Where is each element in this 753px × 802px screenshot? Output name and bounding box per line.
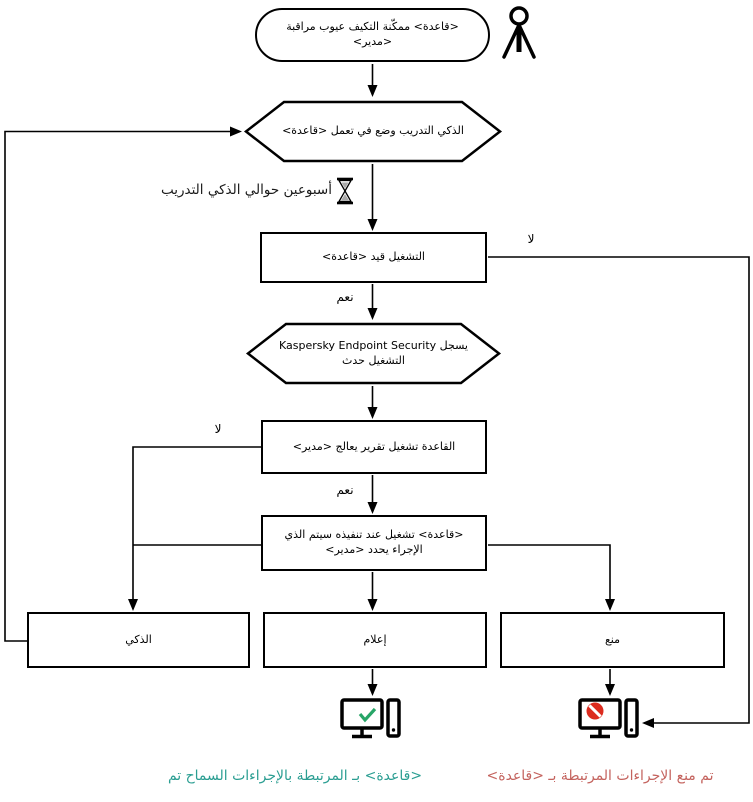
no-branch-label-2: لا xyxy=(214,422,222,436)
training-duration-note: أسبوعين حوالي الذكي التدريب xyxy=(160,182,332,198)
action-inform-label: إعلام xyxy=(363,632,387,646)
caption-actions-allowed: <قاعدة> بـ المرتبطة بالإجراءات السماح تم xyxy=(167,768,423,784)
training-mode-label: الذكي التدريب وضع في تعمل <قاعدة> xyxy=(282,124,464,138)
action-block-label: منع xyxy=(604,632,621,646)
flow-node-select-action xyxy=(261,515,487,571)
yes-branch-label-1: نعم xyxy=(336,290,354,304)
select-action-label: <قاعدة> تشغيل عند تنفيذه سيتم الذي الإجراء يحدد <مدير> xyxy=(284,528,464,556)
action-smart-label: الذكي xyxy=(125,632,152,646)
flow-node-start xyxy=(255,8,490,62)
flow-node-action-inform xyxy=(263,612,487,668)
flow-node-log-event xyxy=(245,322,502,385)
log-event-label: يسجل Kaspersky Endpoint Security التشغيل حدث xyxy=(279,338,468,367)
start-node-label: <قاعدة> ممكّنة التكيف عيوب مراقبة <مدير> xyxy=(286,20,459,48)
flow-node-action-smart xyxy=(27,612,250,668)
caption-actions-blocked: تم منع الإجراءات المرتبطة بـ <قاعدة> xyxy=(486,768,714,784)
no-branch-label-1: لا xyxy=(527,232,535,246)
rule-triggered-label: التشغيل قيد <قاعدة> xyxy=(322,250,425,264)
flow-node-training-mode xyxy=(243,100,503,163)
monitor-prohibition-icon xyxy=(578,698,640,744)
person-icon xyxy=(498,4,540,60)
hourglass-icon xyxy=(336,177,354,205)
monitor-check-icon xyxy=(340,698,402,744)
flow-node-rule-triggered xyxy=(260,232,487,283)
flow-node-process-report xyxy=(261,420,487,474)
process-report-label: القاعدة تشغيل تقرير يعالج <مدير> xyxy=(292,439,456,453)
yes-branch-label-2: نعم xyxy=(336,483,354,497)
flow-node-action-block xyxy=(500,612,725,668)
